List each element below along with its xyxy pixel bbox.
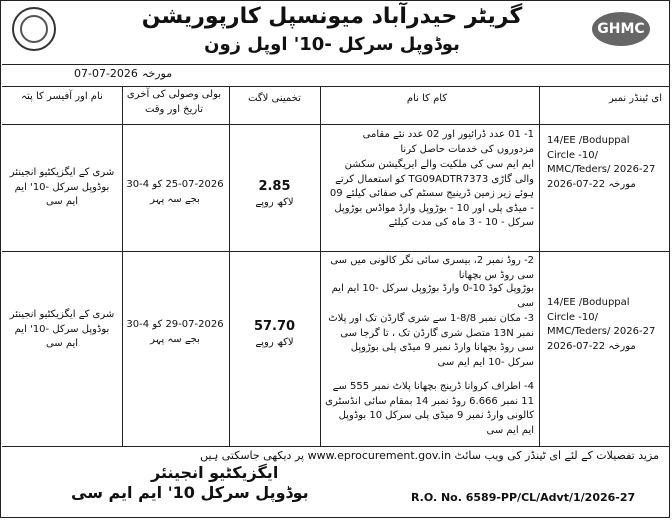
row1-work-1: 1- 01 عدد ڈرائیور اور 02 عدد نئے مقامی مزدوروں کی خدمات حاصل کرنا xyxy=(362,129,534,155)
row2-officer: شری کے ایگزیکٹیو انجینئر بوڈوپل سرکل -10' ایم ایم سی xyxy=(9,309,115,349)
header-last-date: بولی وصولی کی آخری تاریخ اور وقت xyxy=(126,89,222,115)
row1-cost: 2.85 xyxy=(258,179,291,194)
footer-note: مزید تفصیلات کے لئے ای ٹینڈر کی ویب سائٹ www.eprocurement.gov.in پر دیکھی جاسکتی ہیں xyxy=(200,449,659,462)
row2-work-2: بوڑوپل کوڈ 10-0 وارڈ بوڑوپل سرکل -10 ایم ایم سی xyxy=(331,283,534,309)
header xyxy=(2,2,670,65)
date-value: 07-07-2026 xyxy=(74,67,138,80)
tender-table xyxy=(2,86,670,446)
date-row xyxy=(2,64,670,87)
date-label: مورخہ xyxy=(142,67,173,80)
ghmc-seal-icon xyxy=(12,7,56,51)
row2-work-4: 4- اطراف کروانا ڈرینج بچھانا پلاٹ نمبر 555 سے 11 نمبر 6.666 روڈ نمبر 14 بمقام سائی انڈسٹری کالونی وارڈ نمبر 9 میڈی پلی سرکل 10 بوڈوپل ایم ایم سی xyxy=(325,381,534,436)
ro-number: R.O. No. 6589-PP/CL/Advt/1/2026-27 xyxy=(411,491,636,504)
page-title: گریٹر حیدرآباد میونسپل کارپوریشن xyxy=(141,4,523,29)
header-officer: نام اور آفیسر کا پتہ xyxy=(21,91,103,102)
ghmc-logo-icon: GHMC xyxy=(592,12,650,46)
row1-work-2: ایم ایم سی کی ملکیت والے ایریگیشن سکشن والی گاڑی TG09ADTR7373 کو استعمال کرتے ہوئے زیر زمین ڈرینیج سسٹم کی صفائی کیلئے 09 - میڈی پلی اور 10 - بوڑوپل وارڈ مواڈس بوڑوپل سرکل - 10 - 3 ماہ کی مدت کیلئے xyxy=(329,159,534,228)
page-subtitle: بوڈوپل سرکل -10' اوپل زون xyxy=(204,34,460,55)
header-work-name: کام کا نام xyxy=(406,93,448,104)
row2-tender-no: 14/EE /Boduppal Circle -10/ MMC/Teders/ 2026-27 مورخہ 22-07-2026 xyxy=(547,297,656,352)
signature-place: بوڈوپل سرکل 10' ایم ایم سی xyxy=(71,483,309,502)
row2-cost: 57.70 xyxy=(253,319,296,334)
row1-last-date: 25-07-2026 کو 4-30 بجے سہ پہر xyxy=(126,179,224,205)
row1-tender-no: 14/EE /Boduppal Circle -10/ MMC/Teders/ 2026-27 مورخہ 22-07-2026 xyxy=(547,135,656,190)
header-tender-no: ای ٹینڈر نمبر xyxy=(609,93,662,104)
row2-last-date: 29-07-2026 کو 4-30 بجے سہ پہر xyxy=(126,319,224,345)
row2-work-3: 3- مکان نمبر 8/8-1 سے شری گارڈن تک اور پلاٹ نمبر 13N متصل شری گارڈن تک ، تا گرجا سی سی روڈ بچھانا وارڈ نمبر 9 میڈی پلی بوڑوپل سرکل -10 ایم ایم سی xyxy=(328,313,534,368)
row1-cost-unit: لاکھ روپے xyxy=(255,197,294,208)
row2-work-1: 2- روڈ نمبر 2، بیسری سائی نگر کالونی میں سی سی روڈ س بچھانا xyxy=(330,255,534,281)
signature-title: ایگزیکٹیو انجینئر xyxy=(151,463,279,482)
row1-officer: شری کے ایگزیکٹیو انجینئر بوڈوپل سرکل -10' ایم ایم سی xyxy=(9,167,115,207)
header-cost: تخمینی لاگت xyxy=(248,93,301,104)
row2-cost-unit: لاکھ روپے xyxy=(255,337,294,348)
